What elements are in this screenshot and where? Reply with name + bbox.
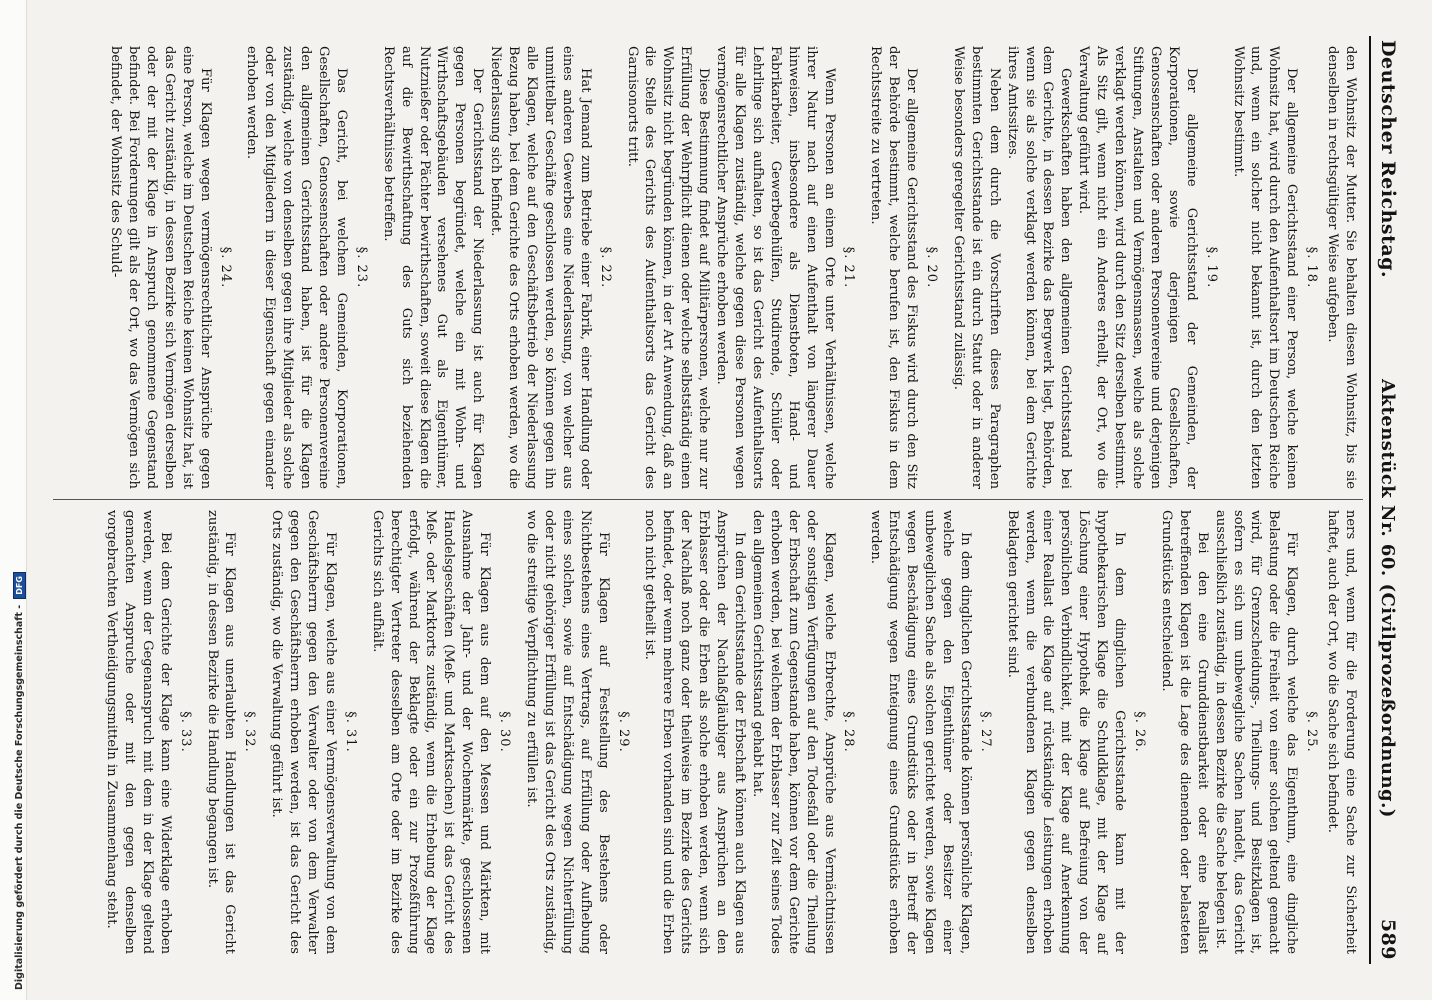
paragraph: Bei den eine Grunddienstbarkeit oder eine Reallast betreffenden Klagen ist die Lage des dienenden oder belasteten Grundstücks entscheidend. <box>1158 510 1210 954</box>
paragraph: Der Gerichtsstand der Niederlassung ist auch für Klagen gegen Personen begründet, welche ein mit Wohn- und Wirthschaftsgebäuden versehenes Gut als Eigenthümer, Nutznießer oder Pächter bewirthschaften, soweit diese Klagen die auf die Bewirthschaftung des Guts sich beziehenden Rechtsverhältnisse betreffen. <box>380 46 486 489</box>
section-heading: §. 20. <box>924 246 940 289</box>
paragraph: Für Klagen aus dem auf den Messen und Märkten, mit Ausnahme der Jahr- und der Wochenmärkte, geschlossenen Handelsgeschäften (Meß- und Marktsachen) ist das Gericht des Meß- oder Marktorts zuständig, wenn die Erhebung der Klage erfolgt, während der Beklagte oder ein zur Prozeßführung berechtigter Vertreter desselben am Orte oder im Bezirke des Gerichts sich aufhält. <box>369 510 493 954</box>
paragraph: Für Klagen, welche aus einer Vermögensverwaltung von dem Geschäftsherrn gegen den Verwalter oder von dem Verwalter gegen den Geschäftsherrn erhoben werden, ist das Gericht des Orts zuständig, wo die Verwaltung geführt ist. <box>269 510 338 954</box>
header-document-number: Aktenstück Nr. 60. <box>1377 379 1398 577</box>
paragraph: Für Klagen, durch welche das Eigenthum, eine dingliche Belastung oder die Freiheit von einer solchen geltend gemacht wird, für Grenzscheidungs-, Theilungs- und Besitzklagen ist, sofern es sich um unbewegliche Sachen handelt, das Gericht ausschließlich zuständig, in dessen Bezirke die Sache belegen ist. <box>1212 510 1300 954</box>
dfg-logo: DFG <box>13 572 26 599</box>
paragraph: Hat Jemand zum Betriebe einer Fabrik, einer Handlung oder eines anderen Gewerbes eine Niederlassung, von welcher aus unmittelbar Geschäfte geschlossen werden, so können gegen ihn alle Klagen, welche auf den Geschäftsbetrieb der Niederlassung Bezug haben, bei dem Gerichte des Orts erhoben werden, wo die Niederlassung sich befindet. <box>488 46 593 489</box>
section-heading: §. 32. <box>242 711 258 753</box>
section-heading: §. 21. <box>841 246 857 289</box>
scan-credit-text: Digitalisierung gefördert durch die Deutsche Forschungsgemeinschaft - <box>14 604 25 990</box>
paragraph: Der allgemeine Gerichtsstand des Fiskus wird durch den Sitz der Behörde bestimmt, welche berufen ist, den Fiskus in dem Rechtsstreite zu vertreten. <box>868 46 920 489</box>
paragraph: Das Gericht, bei welchem Gemeinden, Korporationen, Gesellschaften, Genossenschaften oder andere Personenvereine den allgemeinen Gerichtsstand haben, ist für die Klagen zuständig, welche von denselben gegen ihre Mitglieder als solche oder von den Mitgliedern in dieser Eigenschaft gegen einander erhoben werden. <box>244 46 349 489</box>
section-heading: §. 31. <box>342 711 358 753</box>
paragraph: den Wohnsitz der Mutter. Sie behalten diesen Wohnsitz, bis sie denselben in rechtsgültiger Weise aufgeben. <box>1325 46 1358 489</box>
paragraph: In dem dinglichen Gerichtsstande kann mit der hypothekarischen Klage die Schuldklage, mit der Klage auf Löschung einer Hypothek die Klage auf Befreiung von der persönlichen Verbindlichkeit, mit der Klage auf Anerkennung einer Reallast die Klage auf rückständige Leistungen erhoben werden, wenn die verbundenen Klagen gegen denselben Beklagten gerichtet sind. <box>1004 510 1128 954</box>
section-heading: §. 28. <box>841 711 857 753</box>
section-heading: §. 27. <box>977 711 993 753</box>
page-header <box>1369 36 1399 964</box>
section-heading: §. 23. <box>353 246 369 289</box>
paragraph: Diese Bestimmung findet auf Militärpersonen, welche nur zur Erfüllung der Wehrpflicht dienen oder welche selbstständig einen Wohnsitz nicht begründen können, in der Art Anwendung, daß an die Stelle des Gerichts des Aufenthaltsorts das Gericht des Garnisonorts tritt. <box>624 46 712 489</box>
paragraph: Klagen, welche Erbrechte, Ansprüche aus Vermächtnissen oder sonstigen Verfügungen auf den Todesfall oder die Theilung der Erbschaft zum Gegenstande haben, können vor dem Gerichte erhoben werden, bei welchem der Erblasser zur Zeit seines Todes den allgemeinen Gerichtsstand gehabt hat. <box>749 510 837 954</box>
section-heading: §. 19. <box>1203 246 1219 289</box>
paragraph: ners und, wenn für die Forderung eine Sache zur Sicherheit haftet, auch der Ort, wo die Sache sich befindet. <box>1325 510 1358 954</box>
section-heading: §. 25. <box>1304 711 1320 753</box>
page-number: 589 <box>1377 918 1399 960</box>
paragraph: Für Klagen auf Feststellung des Bestehens oder Nichtbestehens eines Vertrags, auf Erfüllung oder Aufhebung eines solchen, sowie auf Entschädigung wegen Nichterfüllung oder nicht gehöriger Erfüllung ist das Gericht des Orts zuständig, wo die streitige Verpflichtung zu erfüllen ist. <box>524 510 611 954</box>
header-subtitle: (Civilprozeßordnung.) <box>1377 583 1398 818</box>
paragraph: In dem dinglichen Gerichtsstande können persönliche Klagen, welche gegen den Eigenthümer oder Besitzer einer unbeweglichen Sache als solchen gerichtet werden, sowie Klagen wegen Beschädigung eines Grundstücks oder in Betreff der Entschädigung wegen Enteignung eines Grundstücks erhoben werden. <box>868 510 973 954</box>
right-column <box>53 500 1363 964</box>
section-heading: §. 18. <box>1304 246 1320 289</box>
paragraph: Für Klagen aus unerlaubten Handlungen ist das Gericht zuständig, in dessen Bezirke die Handlung begangen ist. <box>204 510 238 954</box>
paragraph: Neben dem durch die Vorschriften dieses Paragraphen bestimmten Gerichtsstande ist ein durch Statut oder in anderer Weise besonders geregelter Gerichtsstand zulässig. <box>950 46 1002 489</box>
paragraph: Der allgemeine Gerichtsstand einer Person, welche keinen Wohnsitz hat, wird durch den Aufenthaltsort im Deutschen Reiche und, wenn ein solcher nicht bekannt ist, durch den letzten Wohnsitz bestimmt. <box>1230 46 1300 489</box>
section-heading: §. 29. <box>615 711 631 753</box>
section-heading: §. 33. <box>177 711 193 753</box>
paragraph: Wenn Personen an einem Orte unter Verhältnissen, welche ihrer Natur nach auf einen Aufenthalt von längerer Dauer hinweisen, insbesondere als Dienstboten, Hand- und Fabrikarbeiter, Gewerbegehülfen, Studirende, Schüler oder Lehrlinge sich aufhalten, so ist das Gericht des Aufenthaltsorts für alle Klagen zuständig, welche gegen diese Personen wegen vermögensrechtlicher Ansprüche erhoben werden. <box>714 46 837 489</box>
section-heading: §. 30. <box>497 711 513 753</box>
left-column <box>53 36 1363 500</box>
text-columns <box>53 36 1363 964</box>
paragraph: Für Klagen wegen vermögensrechtlicher Ansprüche gegen eine Person, welche im Deutschen Reiche keinen Wohnsitz hat, ist das Gericht zuständig, in dessen Bezirke sich Vermögen derselben oder der mit der Klage in Anspruch genommene Gegenstand befindet. Bei Forderungen gilt als der Ort, wo das Vermögen sich befindet, der Wohnsitz des Schuld- <box>108 46 213 489</box>
rotated-page <box>35 18 1405 982</box>
header-left: Deutscher Reichstag. <box>1377 40 1399 279</box>
section-heading: §. 22. <box>597 246 613 289</box>
header-center <box>1377 379 1398 818</box>
scan-credit <box>13 572 26 990</box>
section-heading: §. 26. <box>1132 711 1148 753</box>
paragraph: Der allgemeine Gerichtsstand der Gemeinden, der Korporationen, sowie derjenigen Gesellschaften, Genossenschaften oder anderen Personenvereine und derjenigen Stiftungen, Anstalten und Vermögensmassen, welche als solche verklagt werden können, wird durch den Sitz derselben bestimmt. Als Sitz gilt, wenn nicht ein Anderes erhellt, der Ort, wo die Verwaltung geführt wird. <box>1076 46 1199 489</box>
paragraph: Bei dem Gerichte der Klage kann eine Widerklage erhoben werden, wenn der Gegenanspruch mit dem in der Klage geltend gemachten Anspruche oder mit den gegen denselben vorgebrachten Vertheidigungsmitteln in Zusammenhang steht. <box>104 510 173 954</box>
section-heading: §. 24. <box>217 246 233 289</box>
paragraph: In dem Gerichtsstande der Erbschaft können auch Klagen aus Ansprüchen der Nachlaßgläubiger aus Ansprüchen an den Erblasser oder die Erben als solche erhoben werden, wenn sich der Nachlaß noch ganz oder theilweise im Bezirke des Gerichts befindet, oder wenn mehrere Erben vorhanden sind und die Erben noch nicht getheilt ist. <box>642 510 747 954</box>
paragraph: Gewerkschaften haben den allgemeinen Gerichtsstand bei dem Gerichte, in dessen Bezirke das Bergwerk liegt, Behörden, wenn sie als solche verklagt werden können, bei dem Gerichte ihres Amtssitzes. <box>1004 46 1074 489</box>
